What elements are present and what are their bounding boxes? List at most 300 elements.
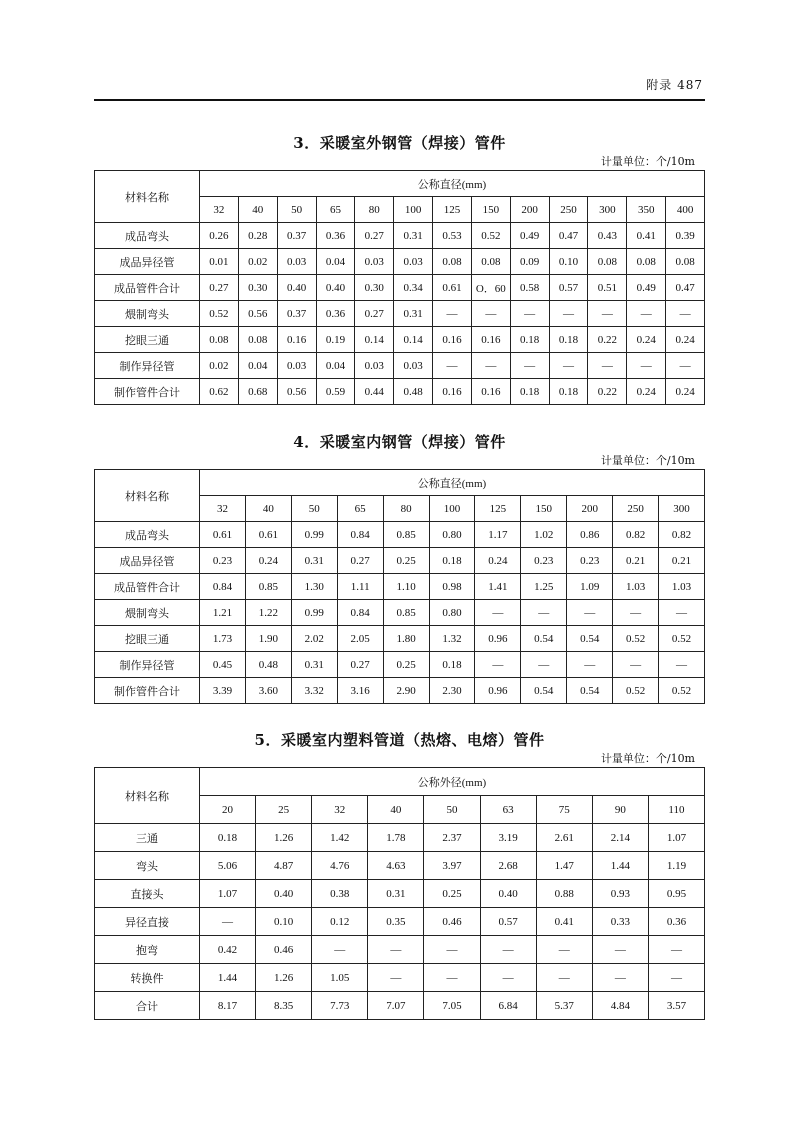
table-cell: 1.09 bbox=[567, 574, 613, 600]
table-row bbox=[95, 223, 705, 249]
table-cell: — bbox=[549, 301, 588, 327]
table-cell: 8.35 bbox=[256, 992, 312, 1020]
name-column-header: 材料名称 bbox=[95, 171, 200, 223]
table-cell: 2.37 bbox=[424, 824, 480, 852]
unit-label: 计量单位：个/10m bbox=[600, 454, 695, 467]
row-name: 成品弯头 bbox=[95, 223, 200, 249]
row-name: 合计 bbox=[95, 992, 200, 1020]
table-cell: — bbox=[666, 353, 705, 379]
table-cell: — bbox=[200, 908, 256, 936]
table-row bbox=[95, 964, 705, 992]
table-cell: 0.03 bbox=[277, 353, 316, 379]
table-cell: 0.48 bbox=[245, 652, 291, 678]
table-cell: 3.97 bbox=[424, 852, 480, 880]
table-cell: — bbox=[592, 964, 648, 992]
table-cell: 0.37 bbox=[277, 301, 316, 327]
table-cell: 0.08 bbox=[433, 249, 472, 275]
table-row bbox=[95, 652, 705, 678]
table-cell: 4.76 bbox=[312, 852, 368, 880]
column-header: 50 bbox=[291, 496, 337, 522]
column-header: 200 bbox=[510, 197, 549, 223]
table-cell: 0.22 bbox=[588, 379, 627, 405]
table-cell: 0.99 bbox=[291, 600, 337, 626]
table-cell: 0.42 bbox=[200, 936, 256, 964]
table-cell: 0.56 bbox=[277, 379, 316, 405]
table-cell: 1.26 bbox=[256, 824, 312, 852]
table-cell: 0.27 bbox=[337, 548, 383, 574]
column-header: 65 bbox=[337, 496, 383, 522]
table-cell: 0.18 bbox=[200, 824, 256, 852]
table-cell: 0.46 bbox=[424, 908, 480, 936]
table-title: 3．采暖室外钢管（焊接）管件 bbox=[293, 134, 506, 152]
column-header: 150 bbox=[521, 496, 567, 522]
table-cell: 0.34 bbox=[394, 275, 433, 301]
row-name: 成品弯头 bbox=[95, 522, 200, 548]
table-cell: 0.95 bbox=[648, 880, 704, 908]
table-cell: — bbox=[588, 353, 627, 379]
table-cell: 7.05 bbox=[424, 992, 480, 1020]
page-number-label: 附录 487 bbox=[646, 78, 703, 92]
data-table bbox=[94, 469, 705, 704]
table-cell: 0.19 bbox=[316, 327, 355, 353]
row-name: 三通 bbox=[95, 824, 200, 852]
table-row bbox=[95, 548, 705, 574]
table-cell: 3.32 bbox=[291, 678, 337, 704]
table-cell: 0.47 bbox=[666, 275, 705, 301]
table-cell: 1.44 bbox=[200, 964, 256, 992]
table-cell: 0.27 bbox=[355, 223, 394, 249]
table-cell: — bbox=[480, 936, 536, 964]
name-column-header: 材料名称 bbox=[95, 768, 200, 824]
table-cell: 0.31 bbox=[368, 880, 424, 908]
table-cell: 0.86 bbox=[567, 522, 613, 548]
table-cell: 0.16 bbox=[433, 379, 472, 405]
table-row bbox=[95, 249, 705, 275]
table-row bbox=[95, 301, 705, 327]
table-row bbox=[95, 600, 705, 626]
table-title: 5．采暖室内塑料管道（热熔、电熔）管件 bbox=[254, 731, 545, 749]
table-cell: — bbox=[475, 652, 521, 678]
table-cell: 8.17 bbox=[200, 992, 256, 1020]
table-cell: O．60 bbox=[471, 275, 510, 301]
table-cell: 0.08 bbox=[666, 249, 705, 275]
table-cell: 0.01 bbox=[200, 249, 239, 275]
table-cell: 2.61 bbox=[536, 824, 592, 852]
table-cell: 0.45 bbox=[200, 652, 246, 678]
column-header: 40 bbox=[238, 197, 277, 223]
table-cell: 0.24 bbox=[475, 548, 521, 574]
table-cell: 0.49 bbox=[627, 275, 666, 301]
table-cell: — bbox=[471, 301, 510, 327]
column-header: 200 bbox=[567, 496, 613, 522]
table-cell: 1.17 bbox=[475, 522, 521, 548]
table-cell: 0.39 bbox=[666, 223, 705, 249]
table-cell: 0.16 bbox=[471, 379, 510, 405]
table-cell: 1.22 bbox=[245, 600, 291, 626]
table-cell: — bbox=[521, 652, 567, 678]
name-column-header: 材料名称 bbox=[95, 470, 200, 522]
table-cell: 1.90 bbox=[245, 626, 291, 652]
table-cell: — bbox=[368, 936, 424, 964]
table-cell: 0.61 bbox=[245, 522, 291, 548]
table-cell: 0.40 bbox=[316, 275, 355, 301]
column-header: 40 bbox=[368, 796, 424, 824]
table-cell: 1.26 bbox=[256, 964, 312, 992]
table-row bbox=[95, 522, 705, 548]
table-row bbox=[95, 275, 705, 301]
table-cell: 0.56 bbox=[238, 301, 277, 327]
table-cell: 0.85 bbox=[383, 600, 429, 626]
table-cell: 1.03 bbox=[613, 574, 659, 600]
row-name: 制作管件合计 bbox=[95, 678, 200, 704]
table-cell: — bbox=[627, 301, 666, 327]
table-cell: 7.73 bbox=[312, 992, 368, 1020]
table-cell: — bbox=[648, 964, 704, 992]
column-header: 50 bbox=[424, 796, 480, 824]
table-cell: — bbox=[592, 936, 648, 964]
row-name: 挖眼三通 bbox=[95, 626, 200, 652]
table-cell: 0.82 bbox=[659, 522, 705, 548]
table-cell: 3.57 bbox=[648, 992, 704, 1020]
column-header: 300 bbox=[659, 496, 705, 522]
table-cell: 3.16 bbox=[337, 678, 383, 704]
table-cell: 2.30 bbox=[429, 678, 475, 704]
table-cell: 0.26 bbox=[200, 223, 239, 249]
column-header: 32 bbox=[200, 197, 239, 223]
table-cell: 0.23 bbox=[567, 548, 613, 574]
table-cell: 0.40 bbox=[256, 880, 312, 908]
table-cell: 0.27 bbox=[355, 301, 394, 327]
table-cell: 0.85 bbox=[383, 522, 429, 548]
table-cell: 1.80 bbox=[383, 626, 429, 652]
table-cell: 0.48 bbox=[394, 379, 433, 405]
table-row bbox=[95, 379, 705, 405]
table-cell: 1.47 bbox=[536, 852, 592, 880]
table-cell: 0.44 bbox=[355, 379, 394, 405]
table-cell: 0.98 bbox=[429, 574, 475, 600]
table-cell: 0.40 bbox=[480, 880, 536, 908]
table-cell: 0.16 bbox=[471, 327, 510, 353]
table-cell: 4.84 bbox=[592, 992, 648, 1020]
row-name: 挖眼三通 bbox=[95, 327, 200, 353]
table-cell: 0.03 bbox=[394, 249, 433, 275]
table-cell: 0.52 bbox=[471, 223, 510, 249]
table-cell: 0.18 bbox=[549, 327, 588, 353]
unit-label: 计量单位：个/10m bbox=[600, 752, 695, 765]
table-cell: — bbox=[588, 301, 627, 327]
column-header: 32 bbox=[312, 796, 368, 824]
table-cell: 0.53 bbox=[433, 223, 472, 249]
table-cell: 0.16 bbox=[277, 327, 316, 353]
table-cell: 0.23 bbox=[521, 548, 567, 574]
table-cell: 1.41 bbox=[475, 574, 521, 600]
table-cell: 0.80 bbox=[429, 600, 475, 626]
diameter-group-header: 公称直径(mm) bbox=[200, 470, 705, 496]
table-row bbox=[95, 678, 705, 704]
table-cell: 0.88 bbox=[536, 880, 592, 908]
column-header: 65 bbox=[316, 197, 355, 223]
table-cell: 0.03 bbox=[355, 249, 394, 275]
table-cell: 0.27 bbox=[337, 652, 383, 678]
table-cell: 0.31 bbox=[394, 223, 433, 249]
table-cell: 0.04 bbox=[316, 249, 355, 275]
table-cell: 3.19 bbox=[480, 824, 536, 852]
table-cell: 0.10 bbox=[549, 249, 588, 275]
table-cell: — bbox=[510, 301, 549, 327]
table-cell: — bbox=[613, 600, 659, 626]
table-cell: 1.78 bbox=[368, 824, 424, 852]
table-cell: 2.68 bbox=[480, 852, 536, 880]
table-cell: — bbox=[549, 353, 588, 379]
row-name: 异径直接 bbox=[95, 908, 200, 936]
table-cell: 0.40 bbox=[277, 275, 316, 301]
table-cell: — bbox=[613, 652, 659, 678]
table-cell: 2.05 bbox=[337, 626, 383, 652]
table-row bbox=[95, 852, 705, 880]
data-table bbox=[94, 170, 705, 405]
table-cell: 0.31 bbox=[394, 301, 433, 327]
section-indoor-steel-fittings bbox=[94, 431, 705, 704]
column-header: 250 bbox=[613, 496, 659, 522]
table-cell: — bbox=[536, 964, 592, 992]
table-cell: — bbox=[567, 600, 613, 626]
row-name: 成品异径管 bbox=[95, 548, 200, 574]
table-cell: 0.59 bbox=[316, 379, 355, 405]
table-cell: 0.14 bbox=[394, 327, 433, 353]
table-cell: 0.36 bbox=[316, 301, 355, 327]
data-table bbox=[94, 767, 705, 1020]
table-title: 4．采暖室内钢管（焊接）管件 bbox=[293, 433, 506, 451]
column-header: 80 bbox=[355, 197, 394, 223]
table-cell: 0.27 bbox=[200, 275, 239, 301]
table-cell: — bbox=[567, 652, 613, 678]
table-cell: 0.52 bbox=[659, 678, 705, 704]
table-cell: 0.31 bbox=[291, 652, 337, 678]
table-cell: 0.08 bbox=[200, 327, 239, 353]
row-name: 煨制弯头 bbox=[95, 301, 200, 327]
table-cell: 0.24 bbox=[627, 327, 666, 353]
column-header: 20 bbox=[200, 796, 256, 824]
row-name: 制作管件合计 bbox=[95, 379, 200, 405]
table-cell: 0.58 bbox=[510, 275, 549, 301]
running-header bbox=[94, 74, 705, 101]
table-cell: — bbox=[666, 301, 705, 327]
table-cell: — bbox=[510, 353, 549, 379]
column-header: 110 bbox=[648, 796, 704, 824]
table-cell: 0.08 bbox=[471, 249, 510, 275]
table-cell: 0.03 bbox=[277, 249, 316, 275]
table-cell: 0.30 bbox=[355, 275, 394, 301]
table-cell: 4.87 bbox=[256, 852, 312, 880]
table-cell: 0.18 bbox=[429, 652, 475, 678]
table-cell: 0.57 bbox=[480, 908, 536, 936]
table-row bbox=[95, 626, 705, 652]
column-header: 150 bbox=[471, 197, 510, 223]
table-cell: 0.61 bbox=[200, 522, 246, 548]
table-cell: 0.96 bbox=[475, 678, 521, 704]
table-cell: 0.02 bbox=[200, 353, 239, 379]
table-cell: 0.21 bbox=[613, 548, 659, 574]
table-cell: 0.38 bbox=[312, 880, 368, 908]
table-cell: 0.14 bbox=[355, 327, 394, 353]
table-cell: 0.96 bbox=[475, 626, 521, 652]
table-cell: 1.07 bbox=[200, 880, 256, 908]
table-cell: 0.52 bbox=[200, 301, 239, 327]
table-cell: 1.07 bbox=[648, 824, 704, 852]
table-cell: 0.57 bbox=[549, 275, 588, 301]
table-cell: 0.30 bbox=[238, 275, 277, 301]
table-cell: 0.41 bbox=[536, 908, 592, 936]
table-cell: 0.03 bbox=[394, 353, 433, 379]
table-cell: 0.43 bbox=[588, 223, 627, 249]
row-name: 制作异径管 bbox=[95, 652, 200, 678]
table-cell: 1.32 bbox=[429, 626, 475, 652]
table-cell: — bbox=[368, 964, 424, 992]
table-cell: 5.37 bbox=[536, 992, 592, 1020]
table-cell: 1.10 bbox=[383, 574, 429, 600]
table-cell: — bbox=[536, 936, 592, 964]
diameter-group-header: 公称直径(mm) bbox=[200, 171, 705, 197]
row-name: 成品管件合计 bbox=[95, 574, 200, 600]
column-header: 400 bbox=[666, 197, 705, 223]
table-cell: 4.63 bbox=[368, 852, 424, 880]
row-name: 转换件 bbox=[95, 964, 200, 992]
table-cell: 0.24 bbox=[627, 379, 666, 405]
diameter-group-header: 公称外径(mm) bbox=[200, 768, 705, 796]
table-cell: 0.04 bbox=[316, 353, 355, 379]
table-cell: 0.36 bbox=[648, 908, 704, 936]
table-cell: 0.51 bbox=[588, 275, 627, 301]
column-header: 100 bbox=[429, 496, 475, 522]
column-header: 40 bbox=[245, 496, 291, 522]
table-row bbox=[95, 880, 705, 908]
table-cell: 0.22 bbox=[588, 327, 627, 353]
table-cell: 0.99 bbox=[291, 522, 337, 548]
table-row bbox=[95, 353, 705, 379]
column-header: 90 bbox=[592, 796, 648, 824]
table-cell: 0.08 bbox=[588, 249, 627, 275]
table-cell: — bbox=[475, 600, 521, 626]
table-cell: 0.82 bbox=[613, 522, 659, 548]
table-cell: 0.84 bbox=[337, 600, 383, 626]
table-cell: 0.03 bbox=[355, 353, 394, 379]
table-row bbox=[95, 908, 705, 936]
table-cell: 0.24 bbox=[666, 379, 705, 405]
table-cell: 0.18 bbox=[510, 379, 549, 405]
table-row bbox=[95, 574, 705, 600]
column-header: 250 bbox=[549, 197, 588, 223]
table-cell: 0.18 bbox=[429, 548, 475, 574]
table-cell: 0.23 bbox=[200, 548, 246, 574]
table-cell: 0.08 bbox=[627, 249, 666, 275]
header-row bbox=[95, 171, 705, 197]
table-cell: 0.61 bbox=[433, 275, 472, 301]
table-cell: 1.73 bbox=[200, 626, 246, 652]
table-cell: 3.39 bbox=[200, 678, 246, 704]
table-cell: 5.06 bbox=[200, 852, 256, 880]
table-cell: 0.16 bbox=[433, 327, 472, 353]
table-cell: 1.30 bbox=[291, 574, 337, 600]
table-cell: — bbox=[312, 936, 368, 964]
row-name: 成品异径管 bbox=[95, 249, 200, 275]
table-cell: 0.49 bbox=[510, 223, 549, 249]
table-row bbox=[95, 992, 705, 1020]
table-cell: 7.07 bbox=[368, 992, 424, 1020]
table-cell: 1.25 bbox=[521, 574, 567, 600]
table-cell: 1.19 bbox=[648, 852, 704, 880]
table-cell: 0.84 bbox=[337, 522, 383, 548]
table-cell: — bbox=[424, 964, 480, 992]
table-cell: — bbox=[659, 652, 705, 678]
table-cell: 0.54 bbox=[521, 626, 567, 652]
table-cell: 0.21 bbox=[659, 548, 705, 574]
table-cell: 0.25 bbox=[383, 548, 429, 574]
table-cell: 0.37 bbox=[277, 223, 316, 249]
table-cell: 0.25 bbox=[424, 880, 480, 908]
row-name: 抱弯 bbox=[95, 936, 200, 964]
table-cell: 0.93 bbox=[592, 880, 648, 908]
table-row bbox=[95, 327, 705, 353]
row-name: 煨制弯头 bbox=[95, 600, 200, 626]
table-cell: 2.02 bbox=[291, 626, 337, 652]
table-cell: — bbox=[433, 353, 472, 379]
table-cell: 0.85 bbox=[245, 574, 291, 600]
table-cell: 0.04 bbox=[238, 353, 277, 379]
column-header: 25 bbox=[256, 796, 312, 824]
table-cell: — bbox=[659, 600, 705, 626]
table-cell: 0.24 bbox=[245, 548, 291, 574]
table-cell: 0.10 bbox=[256, 908, 312, 936]
table-cell: 1.05 bbox=[312, 964, 368, 992]
table-cell: 2.14 bbox=[592, 824, 648, 852]
section-outdoor-steel-fittings bbox=[94, 132, 705, 405]
table-cell: — bbox=[521, 600, 567, 626]
row-name: 成品管件合计 bbox=[95, 275, 200, 301]
table-cell: 1.02 bbox=[521, 522, 567, 548]
header-row bbox=[95, 768, 705, 796]
column-header: 125 bbox=[475, 496, 521, 522]
table-cell: 0.54 bbox=[567, 678, 613, 704]
table-cell: 0.35 bbox=[368, 908, 424, 936]
table-cell: 1.44 bbox=[592, 852, 648, 880]
column-header: 50 bbox=[277, 197, 316, 223]
column-header: 80 bbox=[383, 496, 429, 522]
table-cell: 0.84 bbox=[200, 574, 246, 600]
table-row bbox=[95, 824, 705, 852]
table-cell: 0.09 bbox=[510, 249, 549, 275]
row-name: 直接头 bbox=[95, 880, 200, 908]
column-header: 63 bbox=[480, 796, 536, 824]
table-cell: 0.18 bbox=[510, 327, 549, 353]
table-cell: 1.03 bbox=[659, 574, 705, 600]
table-row bbox=[95, 936, 705, 964]
section-indoor-plastic-fittings bbox=[94, 729, 705, 1020]
table-cell: 0.28 bbox=[238, 223, 277, 249]
table-cell: 0.52 bbox=[613, 626, 659, 652]
table-cell: 0.46 bbox=[256, 936, 312, 964]
table-cell: 1.21 bbox=[200, 600, 246, 626]
table-cell: 0.25 bbox=[383, 652, 429, 678]
table-cell: 0.68 bbox=[238, 379, 277, 405]
table-cell: 0.31 bbox=[291, 548, 337, 574]
table-cell: — bbox=[471, 353, 510, 379]
table-cell: 0.80 bbox=[429, 522, 475, 548]
table-cell: 0.12 bbox=[312, 908, 368, 936]
table-cell: 1.11 bbox=[337, 574, 383, 600]
column-header: 125 bbox=[433, 197, 472, 223]
table-cell: 0.47 bbox=[549, 223, 588, 249]
column-header: 32 bbox=[200, 496, 246, 522]
